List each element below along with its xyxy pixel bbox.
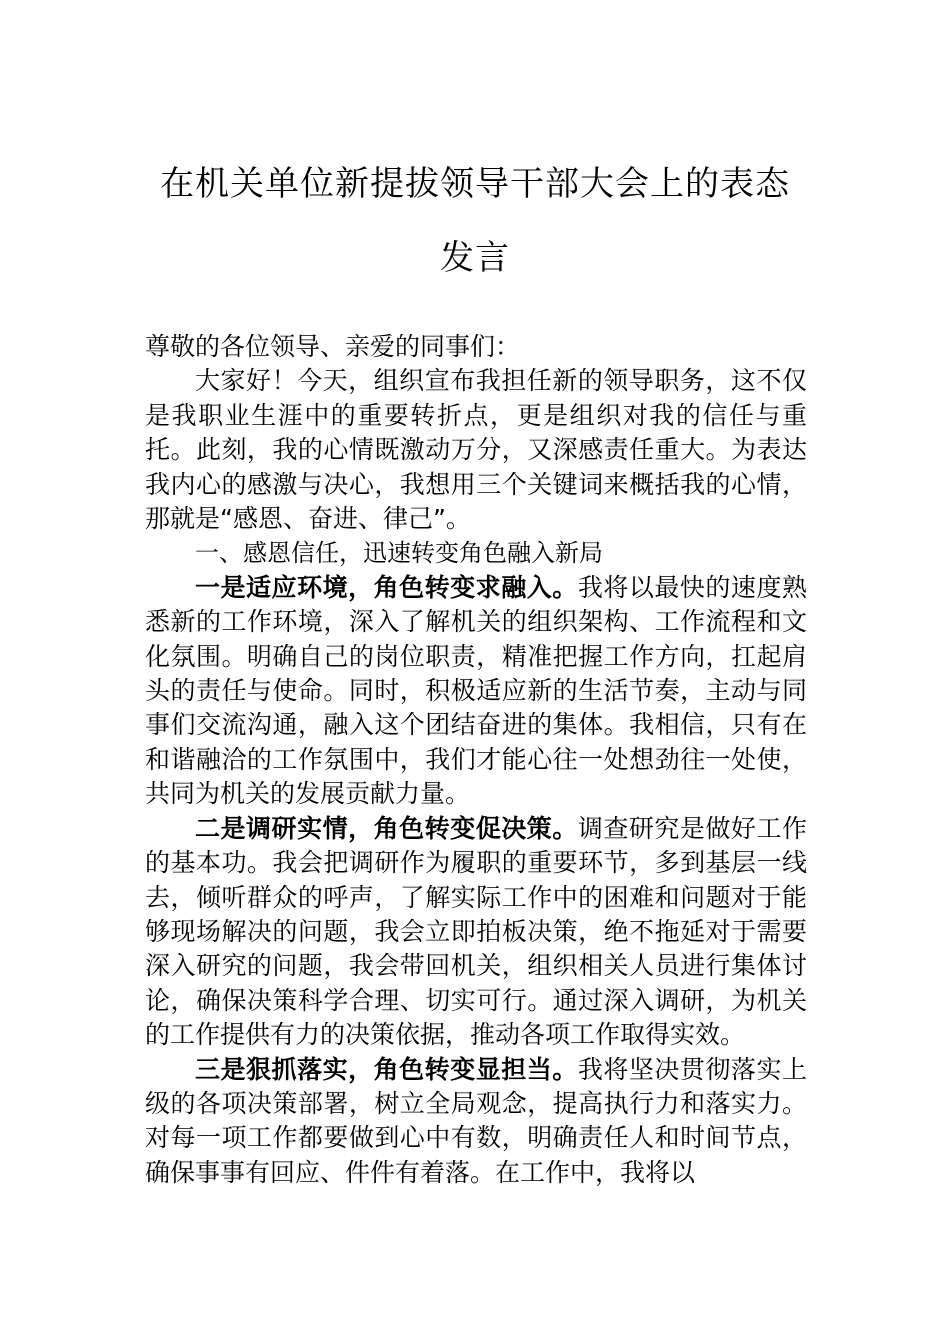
point-text-3: 我将坚决贯彻落实上级的各项决策部署，树立全局观念，提高执行力和落实力。对每一项工作都要做到心中有数，明确责任人和时间节点，确保事事有回应、件件有着落。在工作中，我将以 xyxy=(145,1054,807,1187)
point-text-1: 我将以最快的速度熟悉新的工作环境，深入了解机关的组织架构、工作流程和文化氛围。明确自己的岗位职责，精准把握工作方向，扛起肩头的责任与使命。同时，积极适应新的生活节奏，主动与同事们交流沟通，融入这个团结奋进的集体。我相信，只有在和谐融洽的工作氛围中，我们才能心往一处想劲往一处使，共同为机关的发展贡献力量。 xyxy=(145,572,807,809)
document-title-line-2: 发言 xyxy=(440,238,510,278)
point-paragraph-2 xyxy=(145,812,807,1053)
point-lead-2: 二是调研实情，角色转变促决策。 xyxy=(195,813,578,843)
intro-paragraph: 大家好！今天，组织宣布我担任新的领导职务，这不仅是我职业生涯中的重要转折点，更是组织对我的信任与重托。此刻，我的心情既激动万分，又深感责任重大。为表达我内心的感激与决心，我想用三个关键词来概括我的心情，那就是“感恩、奋进、律己”。 xyxy=(145,366,807,534)
point-lead-3: 三是狠抓落实，角色转变显担当。 xyxy=(195,1054,578,1084)
document-body xyxy=(145,330,807,1190)
section-heading-1: 一、感恩信任，迅速转变角色融入新局 xyxy=(195,539,603,568)
salutation: 尊敬的各位领导、亲爱的同事们： xyxy=(145,332,521,361)
point-lead-1: 一是适应环境，角色转变求融入。 xyxy=(195,572,578,602)
point-paragraph-1 xyxy=(145,571,807,812)
point-text-2: 调查研究是做好工作的基本功。我会把调研作为履职的重要环节，多到基层一线去，倾听群众的呼声，了解实际工作中的困难和问题对于能够现场解决的问题，我会立即拍板决策，绝不拖延对于需要深入研究的问题，我会带回机关，组织相关人员进行集体讨论，确保决策科学合理、切实可行。通过深入调研，为机关的工作提供有力的决策依据，推动各项工作取得实效。 xyxy=(145,813,807,1050)
document-title-line-1: 在机关单位新提拔领导干部大会上的表态 xyxy=(160,164,790,204)
point-paragraph-3 xyxy=(145,1053,807,1191)
